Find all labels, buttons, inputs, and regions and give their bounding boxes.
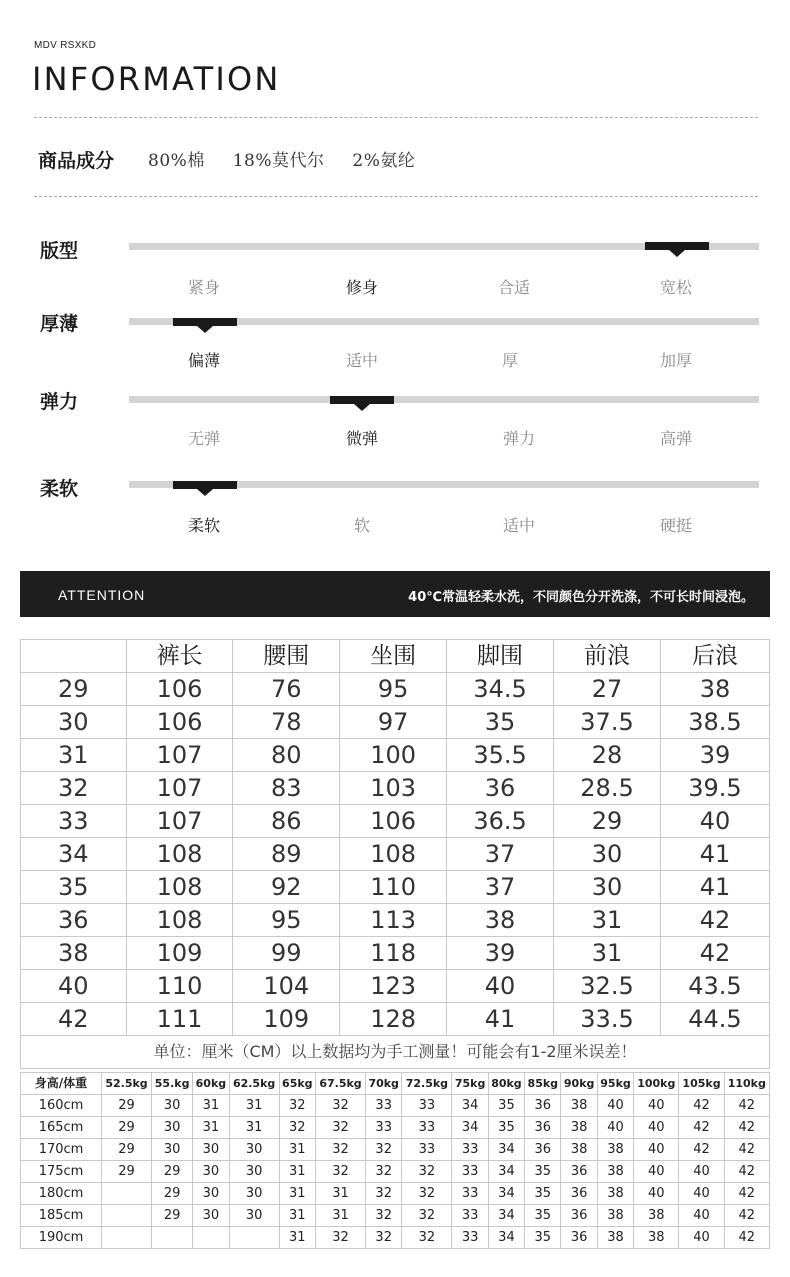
- fit-table-cell: 40: [634, 1139, 679, 1161]
- size-table-cell: 95: [340, 673, 447, 706]
- size-table-cell: 36.5: [447, 805, 554, 838]
- fit-table-header-cell: 110kg: [724, 1073, 769, 1095]
- fit-table-cell: [193, 1227, 229, 1249]
- attribute-track: [129, 396, 759, 403]
- table-row: [21, 1095, 770, 1117]
- fit-table-cell: 31: [279, 1183, 315, 1205]
- fit-table-cell: 33: [366, 1117, 402, 1139]
- fit-table-cell: 29: [102, 1117, 152, 1139]
- size-table-cell: 92: [233, 871, 340, 904]
- fit-table-cell: 38: [597, 1227, 633, 1249]
- fit-table-cell: 40: [679, 1161, 724, 1183]
- size-table-cell: 89: [233, 838, 340, 871]
- table-row: [21, 739, 770, 772]
- fit-table-cell: 38: [634, 1205, 679, 1227]
- size-table-cell: 33: [21, 805, 127, 838]
- attribute-option: 加厚: [659, 351, 692, 370]
- fit-table-cell: 29: [102, 1161, 152, 1183]
- fit-table-header-cell: 55.kg: [152, 1073, 193, 1095]
- table-row: [21, 937, 770, 970]
- fit-table-cell: 30: [193, 1161, 229, 1183]
- fit-table-cell: 30: [229, 1139, 279, 1161]
- fit-table-cell: 30: [152, 1117, 193, 1139]
- fit-table-cell: 33: [402, 1095, 452, 1117]
- attribute-marker: [173, 481, 237, 489]
- fit-table-cell: 40: [634, 1161, 679, 1183]
- fit-table-cell: [229, 1227, 279, 1249]
- attention-note: 40℃常温轻柔水洗，不同颜色分开洗涤，不可长时间浸泡。: [408, 590, 754, 605]
- fit-table-cell: 38: [597, 1183, 633, 1205]
- fit-table-cell: 33: [452, 1205, 488, 1227]
- fit-table-header-cell: 95kg: [597, 1073, 633, 1095]
- fit-table-cell: 33: [452, 1139, 488, 1161]
- size-table-cell: 118: [340, 937, 447, 970]
- fit-table-cell: 36: [561, 1161, 597, 1183]
- size-table-cell: 107: [126, 772, 233, 805]
- table-row: [21, 1139, 770, 1161]
- composition-value: 80%棉: [148, 151, 205, 171]
- fit-table-cell: 30: [193, 1139, 229, 1161]
- fit-table-cell: 29: [152, 1205, 193, 1227]
- fit-table-header-cell: 90kg: [561, 1073, 597, 1095]
- size-table-cell: 76: [233, 673, 340, 706]
- fit-table-header-cell: 52.5kg: [102, 1073, 152, 1095]
- size-table-cell: 110: [340, 871, 447, 904]
- fit-table-cell: [102, 1183, 152, 1205]
- table-row: [21, 970, 770, 1003]
- size-table-cell: 35: [447, 706, 554, 739]
- size-table-cell: 108: [126, 904, 233, 937]
- size-table-cell: 28: [554, 739, 661, 772]
- size-table-cell: 95: [233, 904, 340, 937]
- size-table-header-cell: 脚围: [447, 640, 554, 673]
- fit-table-cell: 42: [679, 1139, 724, 1161]
- size-table-cell: 40: [447, 970, 554, 1003]
- fit-table-cell: 30: [152, 1095, 193, 1117]
- fit-table-cell: 35: [525, 1161, 561, 1183]
- fit-table-cell: 34: [488, 1139, 524, 1161]
- fit-table-cell: 31: [279, 1227, 315, 1249]
- fit-table-cell: 33: [452, 1183, 488, 1205]
- fit-table-cell: 38: [561, 1139, 597, 1161]
- fit-table-cell: 32: [402, 1183, 452, 1205]
- fit-table-cell: 42: [724, 1139, 769, 1161]
- size-table-header-cell: 前浪: [554, 640, 661, 673]
- fit-table-cell: 35: [525, 1227, 561, 1249]
- fit-table-cell: [152, 1227, 193, 1249]
- size-table-cell: 41: [660, 871, 769, 904]
- fit-table-cell: 34: [488, 1183, 524, 1205]
- size-table-cell: 113: [340, 904, 447, 937]
- fit-table-cell: 42: [724, 1183, 769, 1205]
- fit-table-header-cell: 100kg: [634, 1073, 679, 1095]
- fit-table-cell: 29: [152, 1183, 193, 1205]
- table-row: [21, 838, 770, 871]
- fit-table-cell: 40: [679, 1227, 724, 1249]
- attribute-option: 无弹: [187, 429, 220, 448]
- attribute-option: 软: [353, 516, 370, 535]
- size-table-cell: 37.5: [554, 706, 661, 739]
- size-table-cell: 41: [447, 1003, 554, 1036]
- table-row: [21, 1227, 770, 1249]
- fit-table-header-cell: 身高/体重: [21, 1073, 102, 1095]
- size-table-cell: 31: [21, 739, 127, 772]
- fit-table-cell: 36: [525, 1117, 561, 1139]
- fit-table-cell: 32: [315, 1139, 365, 1161]
- size-table-header: [21, 640, 770, 673]
- fit-table-cell: 32: [279, 1095, 315, 1117]
- table-row: [21, 904, 770, 937]
- size-table-cell: 100: [340, 739, 447, 772]
- size-table-cell: 42: [660, 904, 769, 937]
- fit-table-cell: 40: [634, 1183, 679, 1205]
- fit-table-cell: 32: [402, 1227, 452, 1249]
- fit-table-cell: [102, 1205, 152, 1227]
- fit-table-cell: 160cm: [21, 1095, 102, 1117]
- size-table-cell: 33.5: [554, 1003, 661, 1036]
- fit-table-cell: 32: [366, 1161, 402, 1183]
- fit-table-cell: 42: [679, 1095, 724, 1117]
- table-row: [21, 1003, 770, 1036]
- size-table-cell: 35: [21, 871, 127, 904]
- fit-table-cell: 32: [315, 1095, 365, 1117]
- fit-table-cell: 31: [315, 1205, 365, 1227]
- attribute-option: 弹力: [502, 429, 535, 448]
- fit-table-cell: [102, 1227, 152, 1249]
- size-table-cell: 128: [340, 1003, 447, 1036]
- size-table: [20, 639, 770, 1069]
- attribute-marker: [173, 318, 237, 326]
- attribute-label: 厚薄: [40, 313, 79, 335]
- fit-table-cell: 31: [279, 1205, 315, 1227]
- size-table-cell: 108: [340, 838, 447, 871]
- fit-table-cell: 31: [229, 1095, 279, 1117]
- fit-table-cell: 30: [193, 1205, 229, 1227]
- size-table-cell: 32.5: [554, 970, 661, 1003]
- fit-table-cell: 170cm: [21, 1139, 102, 1161]
- size-table-cell: 78: [233, 706, 340, 739]
- size-table-cell: 36: [21, 904, 127, 937]
- fit-table-cell: 38: [561, 1095, 597, 1117]
- attribute-option: 合适: [497, 278, 530, 297]
- fit-table-header-cell: 72.5kg: [402, 1073, 452, 1095]
- size-table-cell: 108: [126, 871, 233, 904]
- fit-table-cell: 36: [561, 1227, 597, 1249]
- fit-table-cell: 38: [597, 1161, 633, 1183]
- size-table-cell: 44.5: [660, 1003, 769, 1036]
- fit-table-header-cell: 60kg: [193, 1073, 229, 1095]
- size-table-cell: 39.5: [660, 772, 769, 805]
- size-table-cell: 43.5: [660, 970, 769, 1003]
- attribute-marker: [645, 242, 709, 250]
- size-table-cell: 103: [340, 772, 447, 805]
- fit-table-header-cell: 85kg: [525, 1073, 561, 1095]
- fit-table-cell: 42: [724, 1205, 769, 1227]
- fit-table-cell: 35: [525, 1183, 561, 1205]
- table-row: [21, 805, 770, 838]
- fit-table-header-cell: 65kg: [279, 1073, 315, 1095]
- fit-table-cell: 32: [315, 1161, 365, 1183]
- fit-table-cell: 29: [102, 1095, 152, 1117]
- table-row: [21, 706, 770, 739]
- size-table-cell: 40: [660, 805, 769, 838]
- size-table-cell: 41: [660, 838, 769, 871]
- fit-table-cell: 31: [279, 1161, 315, 1183]
- fit-table-cell: 35: [488, 1095, 524, 1117]
- attribute-option: 柔软: [187, 516, 220, 535]
- size-table-cell: 27: [554, 673, 661, 706]
- size-table-cell: 106: [126, 673, 233, 706]
- size-table-cell: 123: [340, 970, 447, 1003]
- fit-table-cell: 29: [102, 1139, 152, 1161]
- fit-table-cell: 42: [679, 1117, 724, 1139]
- attribute-option: 宽松: [659, 278, 692, 297]
- size-table-cell: 40: [21, 970, 127, 1003]
- fit-table-cell: 34: [488, 1227, 524, 1249]
- size-table-cell: 39: [447, 937, 554, 970]
- size-table-cell: 31: [554, 904, 661, 937]
- attribute-marker: [330, 396, 394, 404]
- size-table-cell: 42: [21, 1003, 127, 1036]
- fit-table-header-cell: 62.5kg: [229, 1073, 279, 1095]
- fit-table-cell: 36: [561, 1205, 597, 1227]
- page-title: INFORMATION: [32, 60, 281, 98]
- fit-table-cell: 185cm: [21, 1205, 102, 1227]
- fit-table-cell: 33: [452, 1161, 488, 1183]
- table-row: [21, 871, 770, 904]
- size-table-cell: 97: [340, 706, 447, 739]
- brand-name: MDV RSXKD: [34, 40, 97, 51]
- fit-table-cell: 32: [315, 1117, 365, 1139]
- fit-table-cell: 40: [679, 1183, 724, 1205]
- fit-table-cell: 31: [229, 1117, 279, 1139]
- attribute-option: 高弹: [659, 429, 692, 448]
- table-row: [21, 1183, 770, 1205]
- size-table-cell: 42: [660, 937, 769, 970]
- fit-table-cell: 29: [152, 1161, 193, 1183]
- size-table-cell: 31: [554, 937, 661, 970]
- size-table-cell: 107: [126, 739, 233, 772]
- size-table-cell: 83: [233, 772, 340, 805]
- fit-table-cell: 32: [366, 1183, 402, 1205]
- size-table-cell: 109: [233, 1003, 340, 1036]
- size-table-cell: 32: [21, 772, 127, 805]
- size-table-cell: 36: [447, 772, 554, 805]
- table-row: [21, 1117, 770, 1139]
- attribute-option: 适中: [502, 516, 535, 535]
- size-table-cell: 30: [21, 706, 127, 739]
- fit-table-cell: 32: [279, 1117, 315, 1139]
- size-table-cell: 109: [126, 937, 233, 970]
- fit-table-cell: 30: [152, 1139, 193, 1161]
- fit-table-cell: 31: [193, 1117, 229, 1139]
- fit-table-cell: 42: [724, 1117, 769, 1139]
- fit-table-cell: 38: [597, 1139, 633, 1161]
- size-table-cell: 38.5: [660, 706, 769, 739]
- size-table-cell: 107: [126, 805, 233, 838]
- size-table-header-cell: [21, 640, 127, 673]
- size-table-header-cell: 腰围: [233, 640, 340, 673]
- table-row: [21, 772, 770, 805]
- fit-table: [20, 1072, 770, 1249]
- size-table-cell: 99: [233, 937, 340, 970]
- size-table-cell: 110: [126, 970, 233, 1003]
- size-table-cell: 30: [554, 871, 661, 904]
- attribute-option: 紧身: [187, 278, 220, 297]
- attribute-option: 厚: [501, 351, 518, 370]
- fit-table-cell: 31: [315, 1183, 365, 1205]
- fit-table-cell: 40: [597, 1117, 633, 1139]
- fit-table-cell: 32: [402, 1161, 452, 1183]
- size-table-cell: 28.5: [554, 772, 661, 805]
- size-table-cell: 108: [126, 838, 233, 871]
- divider: [34, 117, 758, 118]
- fit-table-header-cell: 80kg: [488, 1073, 524, 1095]
- fit-table-cell: 36: [561, 1183, 597, 1205]
- fit-table-cell: 42: [724, 1095, 769, 1117]
- fit-table-cell: 42: [724, 1161, 769, 1183]
- attribute-label: 版型: [40, 240, 79, 262]
- attribute-option: 适中: [345, 351, 378, 370]
- size-table-cell: 34.5: [447, 673, 554, 706]
- fit-table-cell: 40: [634, 1095, 679, 1117]
- attribute-option: 硬挺: [659, 516, 692, 535]
- fit-table-cell: 38: [561, 1117, 597, 1139]
- fit-table-cell: 36: [525, 1139, 561, 1161]
- size-table-cell: 34: [21, 838, 127, 871]
- fit-table-cell: 165cm: [21, 1117, 102, 1139]
- size-table-cell: 38: [447, 904, 554, 937]
- size-table-cell: 104: [233, 970, 340, 1003]
- fit-table-cell: 33: [366, 1095, 402, 1117]
- fit-table-cell: 32: [315, 1227, 365, 1249]
- size-table-cell: 37: [447, 838, 554, 871]
- fit-table-cell: 32: [366, 1139, 402, 1161]
- fit-table-cell: 35: [488, 1117, 524, 1139]
- size-table-header-cell: 坐围: [340, 640, 447, 673]
- composition-value: 18%莫代尔: [232, 151, 325, 171]
- fit-table-cell: 40: [597, 1095, 633, 1117]
- size-table-cell: 29: [21, 673, 127, 706]
- fit-table-cell: 34: [488, 1161, 524, 1183]
- size-table-header-cell: 后浪: [660, 640, 769, 673]
- fit-table-cell: 32: [366, 1205, 402, 1227]
- fit-table-cell: 32: [366, 1227, 402, 1249]
- fit-table-cell: 31: [193, 1095, 229, 1117]
- fit-table-cell: 38: [634, 1227, 679, 1249]
- size-table-cell: 38: [21, 937, 127, 970]
- size-table-cell: 106: [340, 805, 447, 838]
- fit-table-header: [21, 1073, 770, 1095]
- fit-table-header-cell: 105kg: [679, 1073, 724, 1095]
- divider: [34, 196, 758, 197]
- size-table-header-cell: 裤长: [126, 640, 233, 673]
- fit-table-cell: 40: [634, 1117, 679, 1139]
- fit-table-header-cell: 75kg: [452, 1073, 488, 1095]
- attribute-label: 柔软: [40, 478, 79, 500]
- fit-table-header-cell: 67.5kg: [315, 1073, 365, 1095]
- fit-table-cell: 34: [452, 1117, 488, 1139]
- composition-label: 商品成分: [38, 150, 115, 172]
- size-table-note: 单位：厘米（CM）以上数据均为手工测量！可能会有1-2厘米误差！: [21, 1036, 770, 1069]
- fit-table-cell: 36: [525, 1095, 561, 1117]
- fit-table-cell: 190cm: [21, 1227, 102, 1249]
- size-table-cell: 106: [126, 706, 233, 739]
- fit-table-cell: 31: [279, 1139, 315, 1161]
- fit-table-cell: 30: [193, 1183, 229, 1205]
- composition-value: 2%氨纶: [352, 151, 416, 171]
- attention-title: ATTENTION: [58, 587, 146, 603]
- fit-table-cell: 32: [402, 1205, 452, 1227]
- fit-table-cell: 33: [402, 1139, 452, 1161]
- fit-table-cell: 40: [679, 1205, 724, 1227]
- fit-table-cell: 30: [229, 1205, 279, 1227]
- size-table-cell: 111: [126, 1003, 233, 1036]
- fit-table-cell: 34: [452, 1095, 488, 1117]
- attribute-option: 微弹: [345, 429, 378, 448]
- fit-table-cell: 30: [229, 1161, 279, 1183]
- attention-banner: [20, 571, 770, 617]
- size-table-cell: 39: [660, 739, 769, 772]
- size-table-cell: 35.5: [447, 739, 554, 772]
- fit-table-cell: 42: [724, 1227, 769, 1249]
- fit-table-cell: 38: [597, 1205, 633, 1227]
- composition-values: [148, 146, 437, 171]
- fit-table-cell: 34: [488, 1205, 524, 1227]
- size-table-cell: 86: [233, 805, 340, 838]
- table-row: [21, 1205, 770, 1227]
- size-table-cell: 30: [554, 838, 661, 871]
- fit-table-cell: 30: [229, 1183, 279, 1205]
- fit-table-cell: 180cm: [21, 1183, 102, 1205]
- fit-table-cell: 175cm: [21, 1161, 102, 1183]
- table-row: [21, 673, 770, 706]
- attribute-option: 修身: [345, 278, 378, 297]
- size-table-cell: 80: [233, 739, 340, 772]
- attribute-label: 弹力: [40, 391, 79, 413]
- fit-table-cell: 35: [525, 1205, 561, 1227]
- fit-table-cell: 33: [402, 1117, 452, 1139]
- fit-table-cell: 33: [452, 1227, 488, 1249]
- attribute-option: 偏薄: [187, 351, 220, 370]
- size-table-cell: 38: [660, 673, 769, 706]
- size-table-cell: 29: [554, 805, 661, 838]
- size-table-cell: 37: [447, 871, 554, 904]
- table-row: [21, 1161, 770, 1183]
- fit-table-header-cell: 70kg: [366, 1073, 402, 1095]
